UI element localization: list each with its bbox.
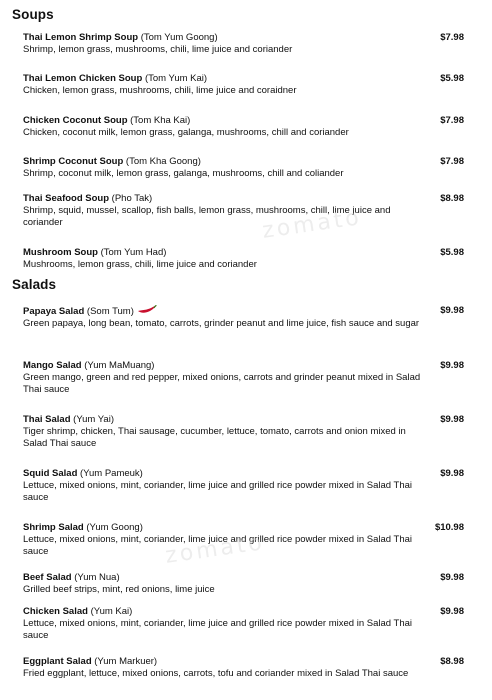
item-description: Shrimp, coconut milk, lemon grass, galanga, mushrooms, chill and coliander — [23, 168, 344, 179]
menu-item — [23, 468, 478, 504]
item-name: Papaya Salad — [23, 306, 85, 318]
item-description: Shrimp, squid, mussel, scallop, fish balls, lemon grass, mushrooms, chill, lime juice and coriander — [23, 205, 391, 228]
item-name: Chicken Salad — [23, 606, 88, 617]
item-thai-name: (Pho Tak) — [111, 193, 153, 204]
item-thai-name: (Tom Kha Goong) — [125, 156, 201, 167]
item-name: Thai Salad — [23, 414, 71, 425]
item-thai-name: (Yum Markuer) — [94, 656, 158, 667]
item-thai-name: (Yum Kai) — [90, 606, 133, 617]
item-price: $5.98 — [440, 247, 464, 258]
item-name: Shrimp Coconut Soup — [23, 156, 124, 167]
item-description: Shrimp, lemon grass, mushrooms, chili, lime juice and coriander — [23, 44, 293, 55]
menu-item — [23, 360, 478, 396]
watermark: zomato — [163, 530, 267, 569]
item-description: Lettuce, mixed onions, mint, coriander, lime juice and grilled rice powder mixed in Salad Thai sauce — [23, 480, 412, 503]
item-thai-name: (Tom Kha Kai) — [130, 115, 191, 126]
item-thai-name: (Yum Yai) — [73, 414, 114, 425]
watermark: zomato — [260, 205, 364, 244]
menu-item — [23, 115, 478, 139]
menu-item — [23, 414, 478, 450]
item-description: Chicken, coconut milk, lemon grass, galanga, mushrooms, chill and coriander — [23, 127, 349, 138]
item-thai-name: (Tom Yum Kai) — [144, 73, 208, 84]
item-price: $9.98 — [440, 414, 464, 425]
item-name: Thai Seafood Soup — [23, 193, 110, 204]
section-title-soups: Soups — [12, 7, 54, 22]
menu-item — [23, 606, 478, 642]
item-name: Thai Lemon Chicken Soup — [23, 73, 143, 84]
item-description: Chicken, lemon grass, mushrooms, chili, lime juice and coraidner — [23, 85, 297, 96]
item-price: $5.98 — [440, 73, 464, 84]
item-name: Thai Lemon Shrimp Soup — [23, 32, 139, 43]
item-price: $9.98 — [440, 572, 464, 583]
item-description: Green papaya, long bean, tomato, carrots, grinder peanut and lime juice, fish sauce and sugar — [23, 318, 420, 330]
item-name: Mushroom Soup — [23, 247, 98, 258]
item-name: Shrimp Salad — [23, 522, 84, 533]
item-name: Mango Salad — [23, 360, 82, 371]
item-price: $9.98 — [440, 468, 464, 479]
item-price: $7.98 — [440, 32, 464, 43]
item-price: $7.98 — [440, 156, 464, 167]
item-description: Mushrooms, lemon grass, chili, lime juice and coriander — [23, 259, 257, 270]
item-description: Lettuce, mixed onions, mint, coriander, lime juice and grilled rice powder mixed in Salad Thai sauce — [23, 618, 412, 641]
item-price: $9.98 — [440, 305, 464, 316]
item-name: Beef Salad — [23, 572, 72, 583]
menu-item — [23, 73, 478, 97]
menu-item — [23, 247, 478, 271]
menu-item — [23, 193, 478, 229]
item-description: Green mango, green and red pepper, mixed onions, carrots and grinder peanut mixed in Salad Thai sauce — [23, 372, 421, 395]
menu-item — [23, 156, 478, 180]
item-thai-name: (Som Tum) — [86, 306, 134, 318]
item-price: $8.98 — [440, 193, 464, 204]
item-thai-name: (Yum MaMuang) — [84, 360, 155, 371]
item-thai-name: (Tom Yum Goong) — [140, 32, 218, 43]
menu-item — [23, 656, 478, 680]
item-thai-name: (Yum Pameuk) — [80, 468, 143, 479]
item-thai-name: (Yum Goong) — [86, 522, 143, 533]
menu-item — [23, 305, 478, 330]
item-price: $9.98 — [440, 606, 464, 617]
item-price: $8.98 — [440, 656, 464, 667]
item-price: $10.98 — [434, 522, 464, 533]
menu-item — [23, 572, 478, 596]
item-thai-name: (Yum Nua) — [74, 572, 120, 583]
item-description: Fried eggplant, lettuce, mixed onions, carrots, tofu and coriander mixed in Salad Thai sauce — [23, 668, 409, 679]
item-name: Chicken Coconut Soup — [23, 115, 128, 126]
item-name: Squid Salad — [23, 468, 78, 479]
chili-pepper-icon — [137, 305, 157, 318]
item-description: Grilled beef strips, mint, red onions, lime juice — [23, 584, 215, 595]
item-description: Tiger shrimp, chicken, Thai sausage, cucumber, lettuce, tomato, carrots and onion mixed in Salad Thai sauce — [23, 426, 406, 449]
item-description: Lettuce, mixed onions, mint, coriander, lime juice and grilled rice powder mixed in Salad Thai sauce — [23, 534, 412, 557]
section-title-salads: Salads — [12, 277, 57, 292]
item-price: $9.98 — [440, 360, 464, 371]
item-thai-name: (Tom Yum Had) — [100, 247, 167, 258]
menu-item — [23, 32, 478, 56]
item-price: $7.98 — [440, 115, 464, 126]
item-name: Eggplant Salad — [23, 656, 92, 667]
